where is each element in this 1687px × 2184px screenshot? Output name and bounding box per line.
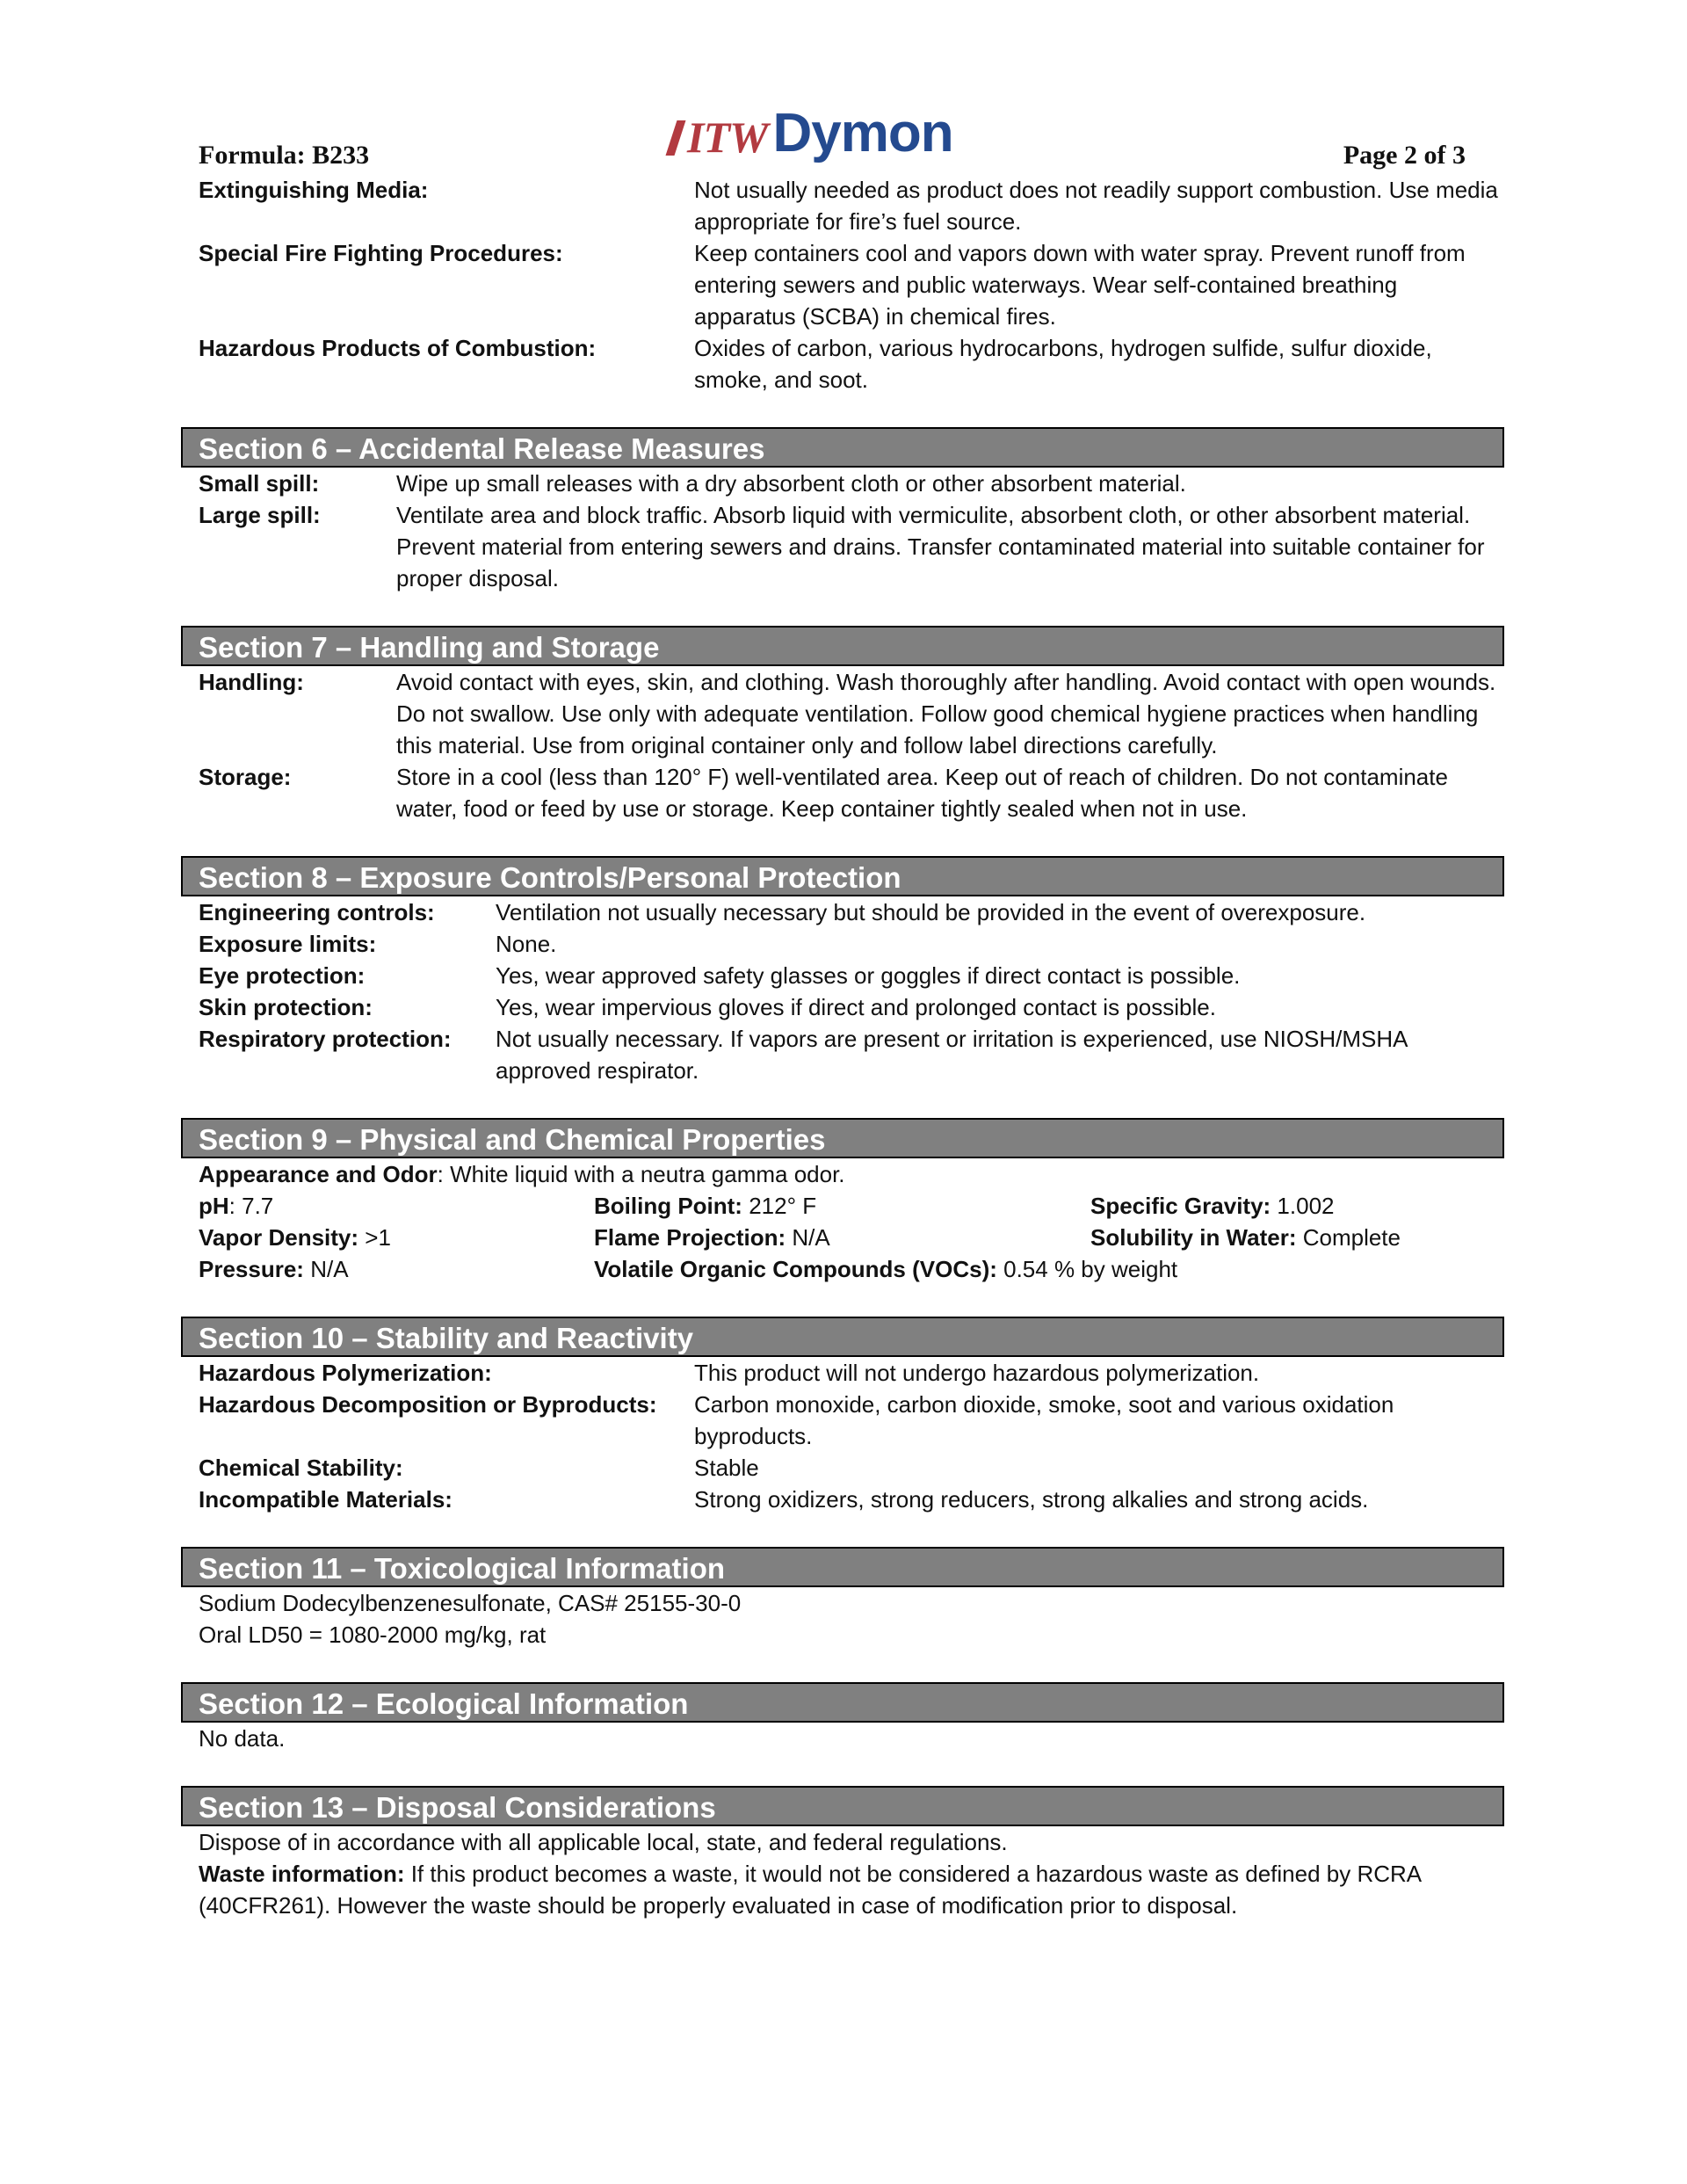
- s8-row: [199, 1023, 1504, 1086]
- eco-line: No data.: [199, 1725, 286, 1752]
- section-8-header: Section 8 – Exposure Controls/Personal Protection: [181, 856, 1504, 896]
- vapor-label: Vapor Density:: [199, 1224, 359, 1251]
- s8-label: Skin protection:: [199, 994, 373, 1020]
- s7-value: Avoid contact with eyes, skin, and clothing. Wash thoroughly after handling. Avoid contact with open wounds. Do not swallow. Use only with adequate ventilation. Follow good chemical hygiene practices when handling this material. Use from original container only and follow label directions carefully.: [396, 669, 1496, 758]
- fire-row: [199, 237, 1504, 332]
- fire-value: Keep containers cool and vapors down with water spray. Prevent runoff from entering sewers and public waterways. Wear self-contained breathing apparatus (SCBA) in chemical fires.: [694, 240, 1466, 330]
- section-12-header: Section 12 – Ecological Information: [181, 1682, 1504, 1723]
- solubility-value: Complete: [1296, 1224, 1401, 1251]
- waste-info: [199, 1858, 1504, 1921]
- s8-label: Engineering controls:: [199, 899, 435, 925]
- disposal-line: Dispose of in accordance with all applicable local, state, and federal regulations.: [199, 1829, 1008, 1855]
- s10-value: Carbon monoxide, carbon dioxide, smoke, soot and various oxidation byproducts.: [694, 1391, 1394, 1449]
- s10-label: Incompatible Materials:: [199, 1486, 453, 1513]
- s8-row: [199, 928, 1504, 960]
- section-6-body: [181, 468, 1504, 594]
- section-10-body: [181, 1357, 1504, 1515]
- s7-label: Storage:: [199, 764, 292, 790]
- flame-label: Flame Projection:: [594, 1224, 786, 1251]
- section-11-header: Section 11 – Toxicological Information: [181, 1547, 1504, 1587]
- fire-value: Oxides of carbon, various hydrocarbons, hydrogen sulfide, sulfur dioxide, smoke, and soot.: [694, 335, 1432, 393]
- s10-row: [199, 1484, 1504, 1515]
- s6-value: Ventilate area and block traffic. Absorb liquid with vermiculite, absorbent cloth, or other absorbent material. Prevent material from entering sewers and drains. Transfer contaminated material into suitable container for proper disposal.: [396, 502, 1485, 591]
- s10-value: Stable: [694, 1455, 759, 1481]
- boiling-label: Boiling Point:: [594, 1193, 742, 1219]
- ph-cell: [199, 1190, 594, 1222]
- s8-value: None.: [496, 931, 557, 957]
- s10-row: [199, 1389, 1504, 1452]
- sg-value: 1.002: [1271, 1193, 1335, 1219]
- section-6-header: Section 6 – Accidental Release Measures: [181, 427, 1504, 468]
- section-12-body: [181, 1723, 1504, 1754]
- s10-row: [199, 1357, 1504, 1389]
- pressure-cell: [199, 1253, 594, 1285]
- voc-label: Volatile Organic Compounds (VOCs):: [594, 1256, 997, 1282]
- formula-number: Formula: B233: [199, 141, 370, 170]
- s10-label: Hazardous Decomposition or Byproducts:: [199, 1391, 657, 1418]
- s7-value: Store in a cool (less than 120° F) well-ventilated area. Keep out of reach of children. Do not contaminate water, food or feed by use or storage. Keep container tightly sealed when not in use.: [396, 764, 1448, 822]
- s7-label: Handling:: [199, 669, 304, 695]
- document-body: [181, 174, 1504, 1921]
- ph-label: pH: [199, 1193, 229, 1219]
- s10-label: Chemical Stability:: [199, 1455, 403, 1481]
- solubility-label: Solubility in Water:: [1090, 1224, 1297, 1251]
- fire-label: Hazardous Products of Combustion:: [199, 335, 597, 361]
- fire-value: Not usually needed as product does not readily support combustion. Use media appropriate for fire’s fuel source.: [694, 177, 1498, 235]
- s8-label: Exposure limits:: [199, 931, 377, 957]
- s6-label: Large spill:: [199, 502, 321, 528]
- boiling-cell: [594, 1190, 1090, 1222]
- s10-row: [199, 1452, 1504, 1484]
- pressure-label: Pressure:: [199, 1256, 304, 1282]
- fire-label: Special Fire Fighting Procedures:: [199, 240, 563, 266]
- logo-dymon-text: Dymon: [772, 103, 953, 163]
- appearance-line: [199, 1158, 1504, 1190]
- s8-row: [199, 960, 1504, 991]
- pressure-value: N/A: [303, 1256, 349, 1282]
- ph-value: : 7.7: [228, 1193, 274, 1219]
- fire-label: Extinguishing Media:: [199, 177, 429, 203]
- appearance-value: : White liquid with a neutra gamma odor.: [437, 1161, 845, 1187]
- section-7-body: [181, 666, 1504, 824]
- section-9-header: Section 9 – Physical and Chemical Properties: [181, 1118, 1504, 1158]
- s10-value: This product will not undergo hazardous polymerization.: [694, 1360, 1260, 1386]
- voc-cell: [594, 1253, 1504, 1285]
- s6-row: [199, 499, 1504, 594]
- itw-dymon-logo: [671, 104, 953, 162]
- logo-itw-mark: ITW: [671, 112, 772, 162]
- s6-value: Wipe up small releases with a dry absorbent cloth or other absorbent material.: [396, 470, 1186, 497]
- page-number: Page 2 of 3: [1343, 141, 1466, 170]
- sg-cell: [1090, 1190, 1504, 1222]
- waste-value: If this product becomes a waste, it would not be considered a hazardous waste as defined by RCRA (40CFR261). However the waste should be properly evaluated in case of modification prior to disposal.: [199, 1861, 1421, 1919]
- fire-row: [199, 332, 1504, 395]
- boiling-value: 212° F: [742, 1193, 817, 1219]
- fire-row: [199, 174, 1504, 237]
- tox-line: Oral LD50 = 1080-2000 mg/kg, rat: [199, 1622, 547, 1648]
- tox-line: Sodium Dodecylbenzenesulfonate, CAS# 25155-30-0: [199, 1590, 742, 1616]
- s6-row: [199, 468, 1504, 499]
- s8-label: Respiratory protection:: [199, 1026, 452, 1052]
- s8-value: Yes, wear impervious gloves if direct and prolonged contact is possible.: [496, 994, 1216, 1020]
- section-13-body: [181, 1826, 1504, 1921]
- section-10-header: Section 10 – Stability and Reactivity: [181, 1317, 1504, 1357]
- appearance-label: Appearance and Odor: [199, 1161, 438, 1187]
- sg-label: Specific Gravity:: [1090, 1193, 1271, 1219]
- flame-value: N/A: [786, 1224, 830, 1251]
- s8-row: [199, 991, 1504, 1023]
- s6-label: Small spill:: [199, 470, 320, 497]
- s8-value: Ventilation not usually necessary but should be provided in the event of overexposure.: [496, 899, 1366, 925]
- s8-value: Yes, wear approved safety glasses or goggles if direct contact is possible.: [496, 962, 1241, 989]
- section-8-body: [181, 896, 1504, 1086]
- page-header: [199, 104, 1499, 174]
- s7-row: [199, 666, 1504, 761]
- s8-row: [199, 896, 1504, 928]
- s10-value: Strong oxidizers, strong reducers, strong alkalies and strong acids.: [694, 1486, 1369, 1513]
- section-13-header: Section 13 – Disposal Considerations: [181, 1786, 1504, 1826]
- properties-grid: [199, 1190, 1504, 1285]
- s8-label: Eye protection:: [199, 962, 366, 989]
- section-7-header: Section 7 – Handling and Storage: [181, 626, 1504, 666]
- flame-cell: [594, 1222, 1090, 1253]
- s7-row: [199, 761, 1504, 824]
- solubility-cell: [1090, 1222, 1504, 1253]
- s10-label: Hazardous Polymerization:: [199, 1360, 492, 1386]
- s8-value: Not usually necessary. If vapors are present or irritation is experienced, use NIOSH/MSHA approved respirator.: [496, 1026, 1408, 1084]
- section-11-body: [181, 1587, 1504, 1651]
- voc-value: 0.54 % by weight: [996, 1256, 1178, 1282]
- section-9-body: [181, 1158, 1504, 1285]
- vapor-cell: [199, 1222, 594, 1253]
- vapor-value: >1: [358, 1224, 391, 1251]
- fire-fighting-block: [181, 174, 1504, 395]
- waste-label: Waste information:: [199, 1861, 405, 1887]
